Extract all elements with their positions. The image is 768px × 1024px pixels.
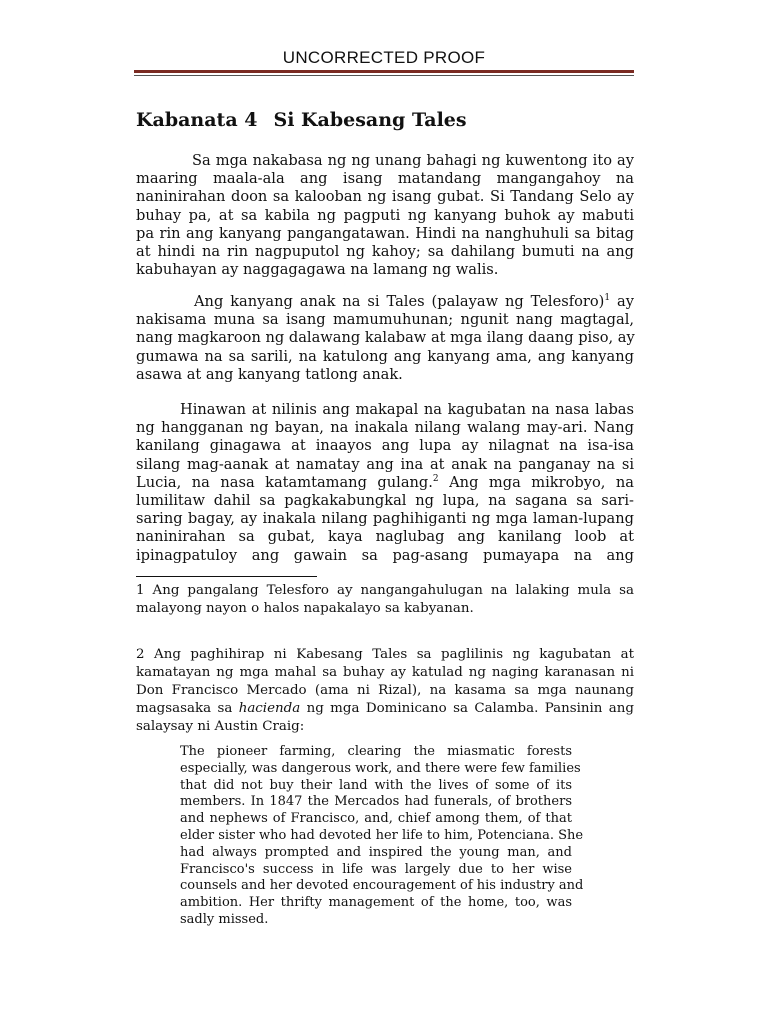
footnote-line: Don Francisco Mercado (ama ni Rizal), na kasama sa mga naunang (136, 683, 634, 698)
paragraph-3 (136, 401, 634, 565)
paragraph-text: ay (610, 293, 634, 310)
chapter-title (136, 109, 467, 131)
paragraph-line: gumawa na sa sarili, na katulong ang kanyang ama, ang kanyang (136, 347, 634, 365)
paragraph-line: nang magkaroon ng dalawang kalabaw at mga ilang daang piso, ay (136, 329, 635, 347)
paragraph-line: ipinagpatuloy ang gawain sa pag-asang pumayapa na ang (136, 546, 634, 564)
block-quote (180, 744, 584, 929)
quote-line: Francisco's success in life was largely due to her wise (180, 861, 572, 877)
paragraph-line: lumilitaw dahil sa pagkakabungkal ng lupa, na sagana sa sari- (136, 491, 634, 509)
paragraph-line: pa rin ang kanyang pangangatawan. Hindi na nanghuhuli sa bitag (136, 224, 634, 242)
running-header: UNCORRECTED PROOF (282, 48, 486, 67)
footnote-italic-term: hacienda (238, 701, 301, 716)
paragraph-line: at hindi na rin nagpuputol ng kahoy; sa dahilang bumuti na ang (136, 242, 634, 260)
header-rule-thick (134, 70, 634, 73)
header-rule-thin (134, 75, 634, 76)
footnote-2 (136, 646, 634, 736)
chapter-name: Si Kabesang Tales (273, 109, 467, 131)
footnote-line: malayong nayon o halos napakalayo sa kabyanan. (136, 601, 474, 616)
footnote-line: 1 Ang pangalang Telesforo ay nangangahulugan na lalaking mula sa (136, 583, 634, 598)
paragraph-line: asawa at ang kanyang tatlong anak. (136, 365, 403, 383)
quote-line: sadly missed. (180, 911, 269, 927)
footnote-line: salaysay ni Austin Craig: (136, 719, 305, 734)
chapter-number: Kabanata 4 (136, 109, 258, 131)
paragraph-line: maaring maala-ala ang isang matandang mangangahoy na (136, 170, 634, 188)
paragraph-line: kabuhayan ay naggagagawa na lamang ng walis. (136, 261, 499, 279)
paragraph-line: ng hangganan ng bayan, na inakala nilang walang may-ari. Nang (136, 419, 634, 437)
paragraph-line: buhay pa, at sa kabila ng pagputi ng kanyang buhok ay mabuti (136, 206, 634, 224)
paragraph-2 (136, 293, 634, 384)
paragraph-line: Sa mga nakabasa ng ng unang bahagi ng kuwentong ito ay (192, 152, 634, 169)
footnote-line: 2 Ang paghihirap ni Kabesang Tales sa paglilinis ng kagubatan at (136, 647, 634, 662)
footnote-line: kamatayan ng mga mahal sa buhay ay katulad ng naging karanasan ni (136, 665, 634, 680)
quote-line: elder sister who had devoted her life to him, Potenciana. She (180, 827, 584, 843)
quote-line: ambition. Her thrifty management of the home, too, was (180, 895, 572, 911)
paragraph-line: kanilang ginagawa at inaayos ang lupa ay nilagnat na isa-isa (136, 437, 634, 455)
footnote-ref-1[interactable]: 1 (604, 293, 611, 304)
footnote-separator (136, 576, 317, 577)
paragraph-line: silang mag-aanak at namatay ang ina at anak na panganay na si (136, 455, 634, 473)
footnote-line (136, 700, 634, 718)
quote-line: especially, was dangerous work, and there were few families (180, 760, 581, 776)
footnote-ref-2[interactable]: 2 (432, 473, 439, 484)
footnote-text: magsasaka sa (136, 701, 239, 716)
paragraph-text: Lucia, na nasa katamtamang gulang. (136, 473, 433, 491)
paragraph-text: Ang mga mikrobyo, na (438, 473, 634, 491)
paragraph-line (136, 293, 634, 311)
quote-line: had always prompted and inspired the young man, and (180, 844, 572, 860)
quote-line: and nephews of Francisco, and, chief among them, of that (180, 811, 572, 827)
paragraph-line: naninirahan doon sa kalooban ng isang gubat. Si Tandang Selo ay (136, 188, 634, 206)
paragraph-1 (136, 152, 634, 279)
footnote-1 (136, 582, 634, 618)
quote-line: that did not buy their land with the lives of some of its (180, 777, 572, 793)
paragraph-line: Hinawan at nilinis ang makapal na kagubatan na nasa labas (180, 401, 634, 418)
quote-line: The pioneer farming, clearing the miasmatic forests (180, 744, 572, 759)
paragraph-line: saring bagay, ay inakala nilang paghihiganti ng mga laman-lupang (136, 510, 634, 528)
paragraph-text: Ang kanyang anak na si Tales (palayaw ng Telesforo) (194, 293, 605, 310)
quote-line: members. In 1847 the Mercados had funerals, of brothers (180, 794, 572, 810)
paragraph-line (136, 474, 634, 492)
paragraph-line: nakisama muna sa isang mamumuhunan; ngunit nang magtagal, (136, 311, 634, 329)
footnote-text: ng mga Dominicano sa Calamba. Pansinin ang (300, 701, 634, 716)
paragraph-line: naninirahan sa gubat, kaya naglubag ang kanilang loob at (136, 528, 634, 546)
quote-line: counsels and her devoted encouragement of his industry and (180, 878, 584, 894)
